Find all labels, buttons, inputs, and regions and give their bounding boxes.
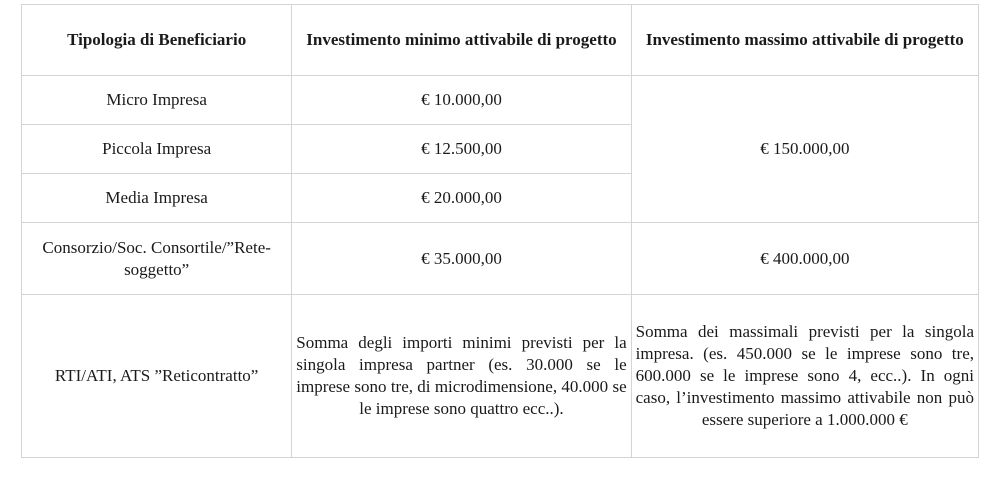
beneficiary-cell: Micro Impresa <box>22 76 292 125</box>
max-investment-cell: € 400.000,00 <box>631 223 978 295</box>
beneficiary-cell: Piccola Impresa <box>22 125 292 174</box>
max-investment-cell: Somma dei massimali previsti per la singola impresa. (es. 450.000 se le imprese sono tre, 600.000 se le imprese sono 4, ecc..). In ogni caso, l’investimento massimo attivabile non può essere superiore a 1.000.000 € <box>631 295 978 458</box>
table-header-row <box>22 5 979 76</box>
table-row <box>22 223 979 295</box>
header-beneficiary-type: Tipologia di Beneficiario <box>22 5 292 76</box>
max-investment-merged-cell: € 150.000,00 <box>631 76 978 223</box>
table-row <box>22 295 979 458</box>
beneficiary-cell: Consorzio/Soc. Consortile/”Rete-soggetto” <box>22 223 292 295</box>
min-investment-cell: € 12.500,00 <box>292 125 631 174</box>
beneficiary-cell: RTI/ATI, ATS ”Reticontratto” <box>22 295 292 458</box>
beneficiary-cell: Media Impresa <box>22 174 292 223</box>
min-investment-cell: Somma degli importi minimi previsti per la singola impresa partner (es. 30.000 se le imprese sono tre, di microdimensione, 40.000 se le imprese sono quattro ecc..). <box>292 295 631 458</box>
header-max-investment: Investimento massimo attivabile di progetto <box>631 5 978 76</box>
table-row <box>22 76 979 125</box>
min-investment-cell: € 20.000,00 <box>292 174 631 223</box>
min-investment-cell: € 35.000,00 <box>292 223 631 295</box>
min-investment-cell: € 10.000,00 <box>292 76 631 125</box>
header-min-investment: Investimento minimo attivabile di progetto <box>292 5 631 76</box>
investment-table <box>21 4 979 458</box>
